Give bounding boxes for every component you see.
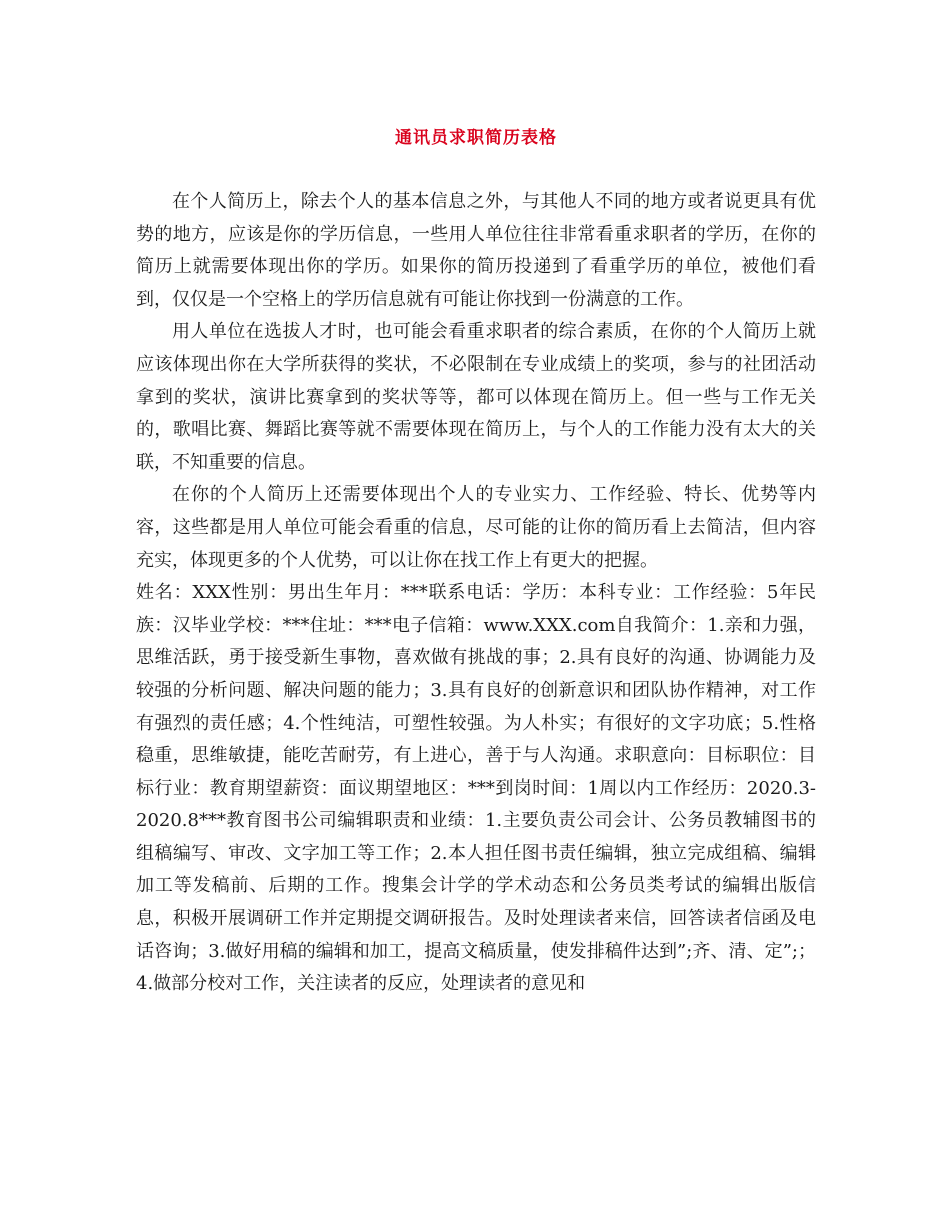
document-title: 通讯员求职简历表格 <box>395 128 557 148</box>
document-page <box>136 118 816 1001</box>
paragraph-awards: 用人单位在选拔人才时，也可能会看重求职者的综合素质，在你的个人简历上就应该体现出你在大学所获得的奖状，不必限制在专业成绩上的奖项，参与的社团活动拿到的奖状，演讲比赛拿到的奖状等等，都可以体现在简历上。但一些与工作无关的，歌唱比赛、舞蹈比赛等就不需要体现在简历上，与个人的工作能力没有太大的关联，不知重要的信息。 <box>136 321 816 473</box>
resume-details: 姓名：XXX性别：男出生年月：***联系电话：学历：本科专业：工作经验：5年民族：汉毕业学校：***住址：***电子信箱：www.XXX.com自我简介：1.亲和力强，思维活跃，勇于接受新生事物，喜欢做有挑战的事；2.具有良好的沟通、协调能力及较强的分析问题、解决问题的能力；3.具有良好的创新意识和团队协作精神，对工作有强烈的责任感；4.个性纯洁，可塑性较强。为人朴实；有很好的文字功底；5.性格稳重，思维敏捷，能吃苦耐劳，有上进心，善于与人沟通。求职意向：目标职位：目标行业：教育期望薪资：面议期望地区：***到岗时间：1周以内工作经历：2020.3-2020.8***教育图书公司编辑职责和业绩：1.主要负责公司会计、公务员教辅图书的组稿编写、审改、文字加工等工作；2.本人担任图书责任编辑，独立完成组稿、编辑加工等发稿前、后期的工作。搜集会计学的学术动态和公务员类考试的编辑出版信息，积极开展调研工作并定期提交调研报告。及时处理读者来信，回答读者信函及电话咨询；3.做好用稿的编辑和加工，提高文稿质量，使发排稿件达到”;齐、清、定”;；4.做部分校对工作，关注读者的反应，处理读者的意见和 <box>136 582 816 995</box>
paragraph-education: 在个人简历上，除去个人的基本信息之外，与其他人不同的地方或者说更具有优势的地方，应该是你的学历信息，一些用人单位往往非常看重求职者的学历，在你的简历上就需要体现出你的学历。如果你的简历投递到了看重学历的单位，被他们看到，仅仅是一个空格上的学历信息就有可能让你找到一份满意的工作。 <box>136 191 816 310</box>
paragraph-strengths: 在你的个人简历上还需要体现出个人的专业实力、工作经验、特长、优势等内容，这些都是用人单位可能会看重的信息，尽可能的让你的简历看上去简洁，但内容充实，体现更多的个人优势，可以让你在找工作上有更大的把握。 <box>136 484 816 571</box>
